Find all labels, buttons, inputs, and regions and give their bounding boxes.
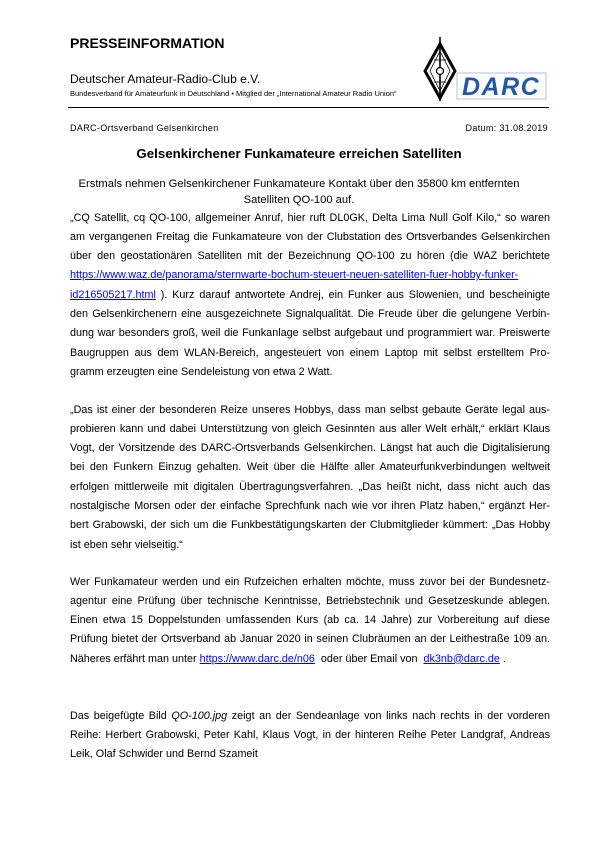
paragraph-2 [70,401,550,555]
organization-name: Deutscher Amateur-Radio-Club e.V. [70,72,261,86]
image-filename: QO-100.jpg [171,709,228,722]
text-segment: Näheres erfährt man unter [70,652,200,665]
press-title: PRESSEINFORMATION [70,35,225,51]
text-segment: Das beigefügte Bild [70,709,172,722]
release-date: Datum: 31.08.2019 [465,122,548,133]
text-segment: oder über Email von [314,652,424,665]
text-line: „Das ist einer der besonderen Reize unseres Hobbys, dass man selbst gebaute Geräte legal aus- [70,403,550,416]
text-line [70,650,550,669]
text-line: dung war besonders groß, weil die Funkanlage selbst aufgebaut und programmiert war. Preiswerte [70,327,550,340]
email-link[interactable]: dk3nb@darc.de [423,652,500,665]
text-line: nostalgische Morsen oder der einfache Sprechfunk nach wie vor ihren Platz haben,“ ergänzt Her- [70,499,550,512]
text-line: Vogt, der Vorsitzende des DARC-Ortsverbands Gelsenkirchen. Längst hat auch die Digitalisierung [70,442,550,455]
header-divider [68,107,549,108]
text-line: Reihe: Herbert Grabowski, Peter Kahl, Klaus Vogt, in der hinteren Reihe Peter Landgraf, Andreas [70,728,550,741]
text-line: probieren kann und dabei Unterstützung von gleich Gesinnten aus aller Welt erhält,“ erklärt Klaus [70,422,550,435]
darc-website-link[interactable]: https://www.darc.de/n06 [199,652,315,665]
logo-wordmark: DARC [462,73,541,101]
waz-article-link-continued[interactable]: id216505217.html [70,288,156,301]
text-line [70,286,550,305]
text-line: Einen etwa 15 Doppelstunden umfassenden Kurs (ab ca. 14 Jahre) zur Vorbereitung auf diese [70,614,550,627]
text-segment: . [499,652,506,665]
text-line: über den geostationären Satelliten mit der Bezeichnung QO-100 zu hören (die WAZ berichtete [70,250,550,263]
text-line: ist eben sehr vielseitig.“ [70,538,183,551]
organization-tagline: Bundesverband für Amateurfunk in Deutschland • Mitglied der „International Amateur Radio Union“ [70,89,397,98]
lead-line: Satelliten QO-100 auf. [243,194,355,206]
darc-logo [414,36,550,102]
text-segment: zeigt an der Sendeanlage von links nach rechts in der vorderen [227,709,550,722]
text-line: Leik, Olaf Schwider und Bernd Szameit [70,748,258,761]
text-line: erfolgen mittlerweile mit digitalen Übertragungsverfahren. „Das heißt nicht, dass nicht auch das [70,480,550,493]
text-line: den Gelsenkirchenern eine ausgezeichnete Signalqualität. Die Freude über die gelungene Verbin- [70,307,550,320]
waz-article-link[interactable]: https://www.waz.de/panorama/sternwarte-bochum-steuert-neuen-satelliten-fuer-hobby-funker- [70,269,519,282]
antenna-diamond-icon [425,37,455,101]
text-line: agentur eine Prüfung über technische Kenntnisse, Betriebstechnik und Gesetzeskunde ablegen. [70,594,550,607]
text-line: Wer Funkamateur werden und ein Rufzeichen erhalten möchte, muss zuvor bei der Bundesnetz- [70,575,550,588]
text-line: Baugruppen aus dem WLAN-Bereich, angesteuert von einem Laptop mit selbst erstelltem Pro- [70,346,550,359]
lead-text [70,176,528,208]
text-line: am vergangenen Freitag die Funkamateure von der Clubstation des Ortsverbandes Gelsenkirchen [70,230,550,243]
text-segment: ). Kurz darauf antwortete Andrej, ein Funker aus Slowenien, und bescheinigte [155,288,550,301]
text-line: bei den Funkern Einzug gehalten. Weit über die Hälfte aller Amateurfunkverbindungen weltweit [70,461,550,474]
text-line [70,707,550,726]
paragraph-3 [70,573,550,669]
text-line: „CQ Satellit, cq QO-100, allgemeiner Anruf, hier ruft DL0GK, Delta Lima Null Golf Kilo,“ so waren [70,211,550,224]
text-line: Prüfung bietet der Ortsverband ab Januar 2020 in seinen Clubräumen an der Leithestraße 109 an. [70,633,550,646]
headline: Gelsenkirchener Funkamateure erreichen Satelliten [136,146,462,161]
chapter-name: DARC-Ortsverband Gelsenkirchen [70,122,219,133]
lead-line: Erstmals nehmen Gelsenkirchener Funkamateure Kontakt über den 35800 km entfernten [78,178,520,190]
paragraph-4 [70,707,550,765]
paragraph-1 [70,209,550,383]
text-line: gramm erzeugten eine Sendeleistung von etwa 2 Watt. [70,365,333,378]
text-line [70,266,550,285]
text-line: bert Grabowski, der sich um die Funkbestätigungskarten der Clubmitglieder kümmert: „Das Hobby [70,519,550,532]
